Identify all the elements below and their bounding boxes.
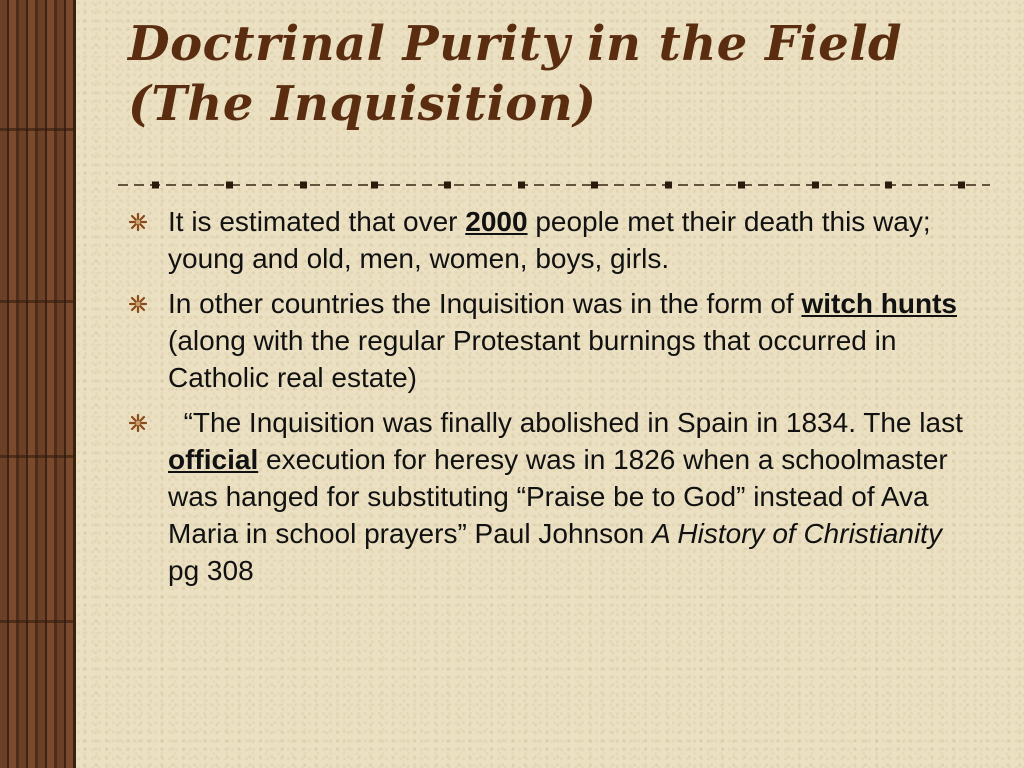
list-item (128, 203, 968, 277)
wood-texture-sidebar (0, 0, 76, 768)
emphasis-witch-hunts: witch hunts (801, 288, 957, 319)
title-line-2: (The Inquisition) (128, 76, 597, 132)
book-title: A History of Christianity (652, 518, 942, 549)
wood-seam (0, 620, 73, 623)
bullet-text-tail: pg 308 (168, 555, 254, 586)
bullet-text-pre: It is estimated that over (168, 206, 466, 237)
asterisk-star-bullet-icon (128, 294, 148, 314)
title-line-1: Doctrinal Purity in the Field (128, 16, 903, 72)
emphasis-2000: 2000 (465, 206, 528, 237)
bullet-text-pre: “The Inquisition was finally abolished in Spain in 1834. The last (168, 407, 971, 438)
wood-seam (0, 300, 73, 303)
wood-seam (0, 455, 73, 458)
bullet-text-post: (along with the regular Protestant burnings that occurred in Catholic real estate) (168, 325, 897, 393)
bullet-text-pre: In other countries the Inquisition was in the form of (168, 288, 802, 319)
ornamental-divider (118, 178, 990, 192)
emphasis-official: official (168, 444, 259, 475)
asterisk-star-bullet-icon (128, 212, 148, 232)
list-item (128, 285, 968, 396)
wood-seam (0, 128, 73, 131)
bullet-text-post: execution for heresy was in 1826 when a schoolmaster was hanged for substituting “Praise be to God” instead of Ava Maria in school prayers” Paul Johnson (168, 444, 948, 549)
bullet-text-post: people met their death this way; young and old, men, women, boys, girls. (168, 206, 931, 274)
slide-title (128, 14, 1008, 134)
asterisk-star-bullet-icon (128, 413, 148, 433)
bullet-list (128, 203, 971, 597)
list-item (128, 404, 971, 589)
